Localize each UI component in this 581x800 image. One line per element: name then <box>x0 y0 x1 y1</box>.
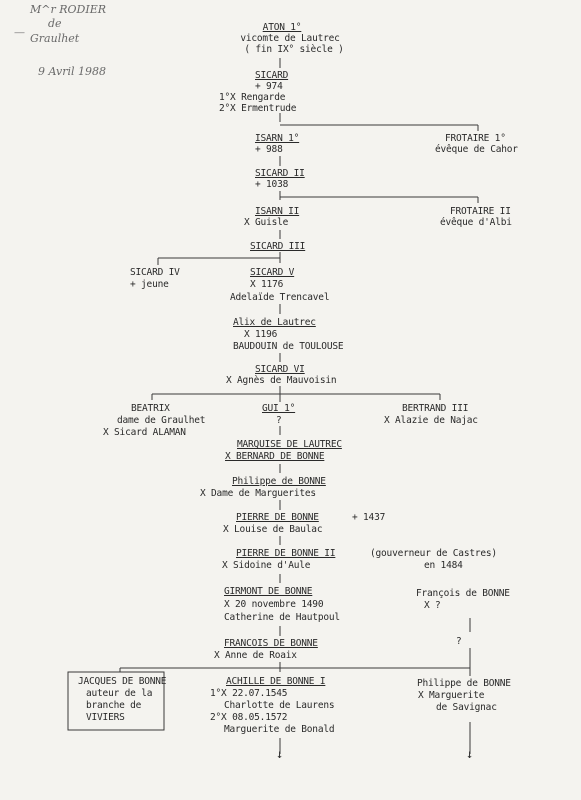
alix-spouse: BAUDOUIN de TOULOUSE <box>233 341 344 352</box>
sicard2-death: + 1038 <box>255 179 289 190</box>
sicard1-name: SICARD <box>255 70 289 81</box>
sicard1-spouse1: 1°X Rengarde <box>219 92 286 103</box>
girmont-name: GIRMONT DE BONNE <box>224 586 313 597</box>
achille-s2: Marguerite de Bonald <box>224 724 335 735</box>
isarn1-name: ISARN 1° <box>255 133 300 144</box>
sicard6-spouse: X Agnès de Mauvoisin <box>226 375 337 386</box>
sicard5-marriage: X 1176 <box>250 279 284 290</box>
sicard4-name: SICARD IV <box>130 267 180 278</box>
frotaire1-name: FROTAIRE 1° <box>445 133 506 144</box>
pierre2-office: (gouverneur de Castres) <box>370 548 497 559</box>
annotation-dash: — <box>14 26 25 39</box>
aton-title: vicomte de Lautrec <box>240 33 340 44</box>
isarn2-name: ISARN II <box>255 206 300 217</box>
marquise-name: MARQUISE DE LAUTREC <box>237 439 342 450</box>
achille-m2: 2°X 08.05.1572 <box>210 712 288 723</box>
sicard1-death: + 974 <box>255 81 283 92</box>
annotation-line2: de <box>48 17 62 30</box>
girmont-spouse: Catherine de Hautpoul <box>224 612 340 623</box>
pierre2-office-date: en 1484 <box>424 560 463 571</box>
alix-name: Alix de Lautrec <box>233 317 316 328</box>
francois-side-spouse: X ? <box>424 600 441 611</box>
gui-note: ? <box>276 415 282 426</box>
frotaire1-title: évêque de Cahor <box>435 144 518 155</box>
marquise-spouse: X BERNARD DE BONNE <box>225 451 325 462</box>
achille-s1: Charlotte de Laurens <box>224 700 335 711</box>
annotation-line1: M^r RODIER <box>30 3 107 16</box>
jacques-line2: branche de <box>86 700 142 711</box>
sicard1-spouse2: 2°X Ermentrude <box>219 103 297 114</box>
sicard5-spouse: Adelaïde Trencavel <box>230 292 330 303</box>
isarn2-spouse: X Guisle <box>244 217 289 228</box>
jacques-line1: auteur de la <box>86 688 153 699</box>
alix-marriage: X 1196 <box>244 329 278 340</box>
pierre2-name: PIERRE DE BONNE II <box>236 548 336 559</box>
achille-m1: 1°X 22.07.1545 <box>210 688 288 699</box>
beatrix-name: BEATRIX <box>131 403 170 414</box>
beatrix-title: dame de Graulhet <box>117 415 206 426</box>
sicard6-name: SICARD VI <box>255 364 305 375</box>
down-arrow-icon: ↓ <box>276 747 284 761</box>
achille-name: ACHILLE DE BONNE I <box>226 676 326 687</box>
philippe-spouse: X Dame de Marguerites <box>200 488 316 499</box>
frotaire2-title: évêque d'Albi <box>440 217 512 228</box>
bertrand-spouse: X Alazie de Najac <box>384 415 478 426</box>
isarn1-death: + 988 <box>255 144 283 155</box>
aton-date: ( fin IX° siècle ) <box>244 44 344 55</box>
sicard2-name: SICARD II <box>255 168 305 179</box>
francois-side-name: François de BONNE <box>416 588 510 599</box>
girmont-marriage: X 20 novembre 1490 <box>224 599 324 610</box>
pierre1-name: PIERRE DE BONNE <box>236 512 319 523</box>
jacques-line3: VIVIERS <box>86 712 125 723</box>
philippe2-spouse2: de Savignac <box>436 702 497 713</box>
bertrand-name: BERTRAND III <box>402 403 469 414</box>
francois-side-child: ? <box>456 636 462 647</box>
philippe2-name: Philippe de BONNE <box>417 678 511 689</box>
pierre2-spouse: X Sidoine d'Aule <box>222 560 311 571</box>
sicard4-note: + jeune <box>130 279 169 290</box>
down-arrow-icon: ↓ <box>466 747 474 761</box>
pierre1-death: + 1437 <box>352 512 386 523</box>
gui-name: GUI 1° <box>262 403 296 414</box>
frotaire2-name: FROTAIRE II <box>450 206 511 217</box>
francois-name: FRANCOIS DE BONNE <box>224 638 318 649</box>
aton-name: ATON 1° <box>262 22 302 33</box>
beatrix-spouse: X Sicard ALAMAN <box>103 427 186 438</box>
philippe2-spouse: X Marguerite <box>418 690 485 701</box>
sicard3-name: SICARD III <box>250 241 306 252</box>
sicard5-name: SICARD V <box>250 267 295 278</box>
annotation-line3: Graulhet <box>30 32 80 45</box>
philippe-name: Philippe de BONNE <box>232 476 326 487</box>
annotation-date: 9 Avril 1988 <box>38 65 106 78</box>
jacques-name: JACQUES DE BONNE <box>78 676 167 687</box>
francois-spouse: X Anne de Roaix <box>214 650 297 661</box>
pierre1-spouse: X Louise de Baulac <box>223 524 323 535</box>
